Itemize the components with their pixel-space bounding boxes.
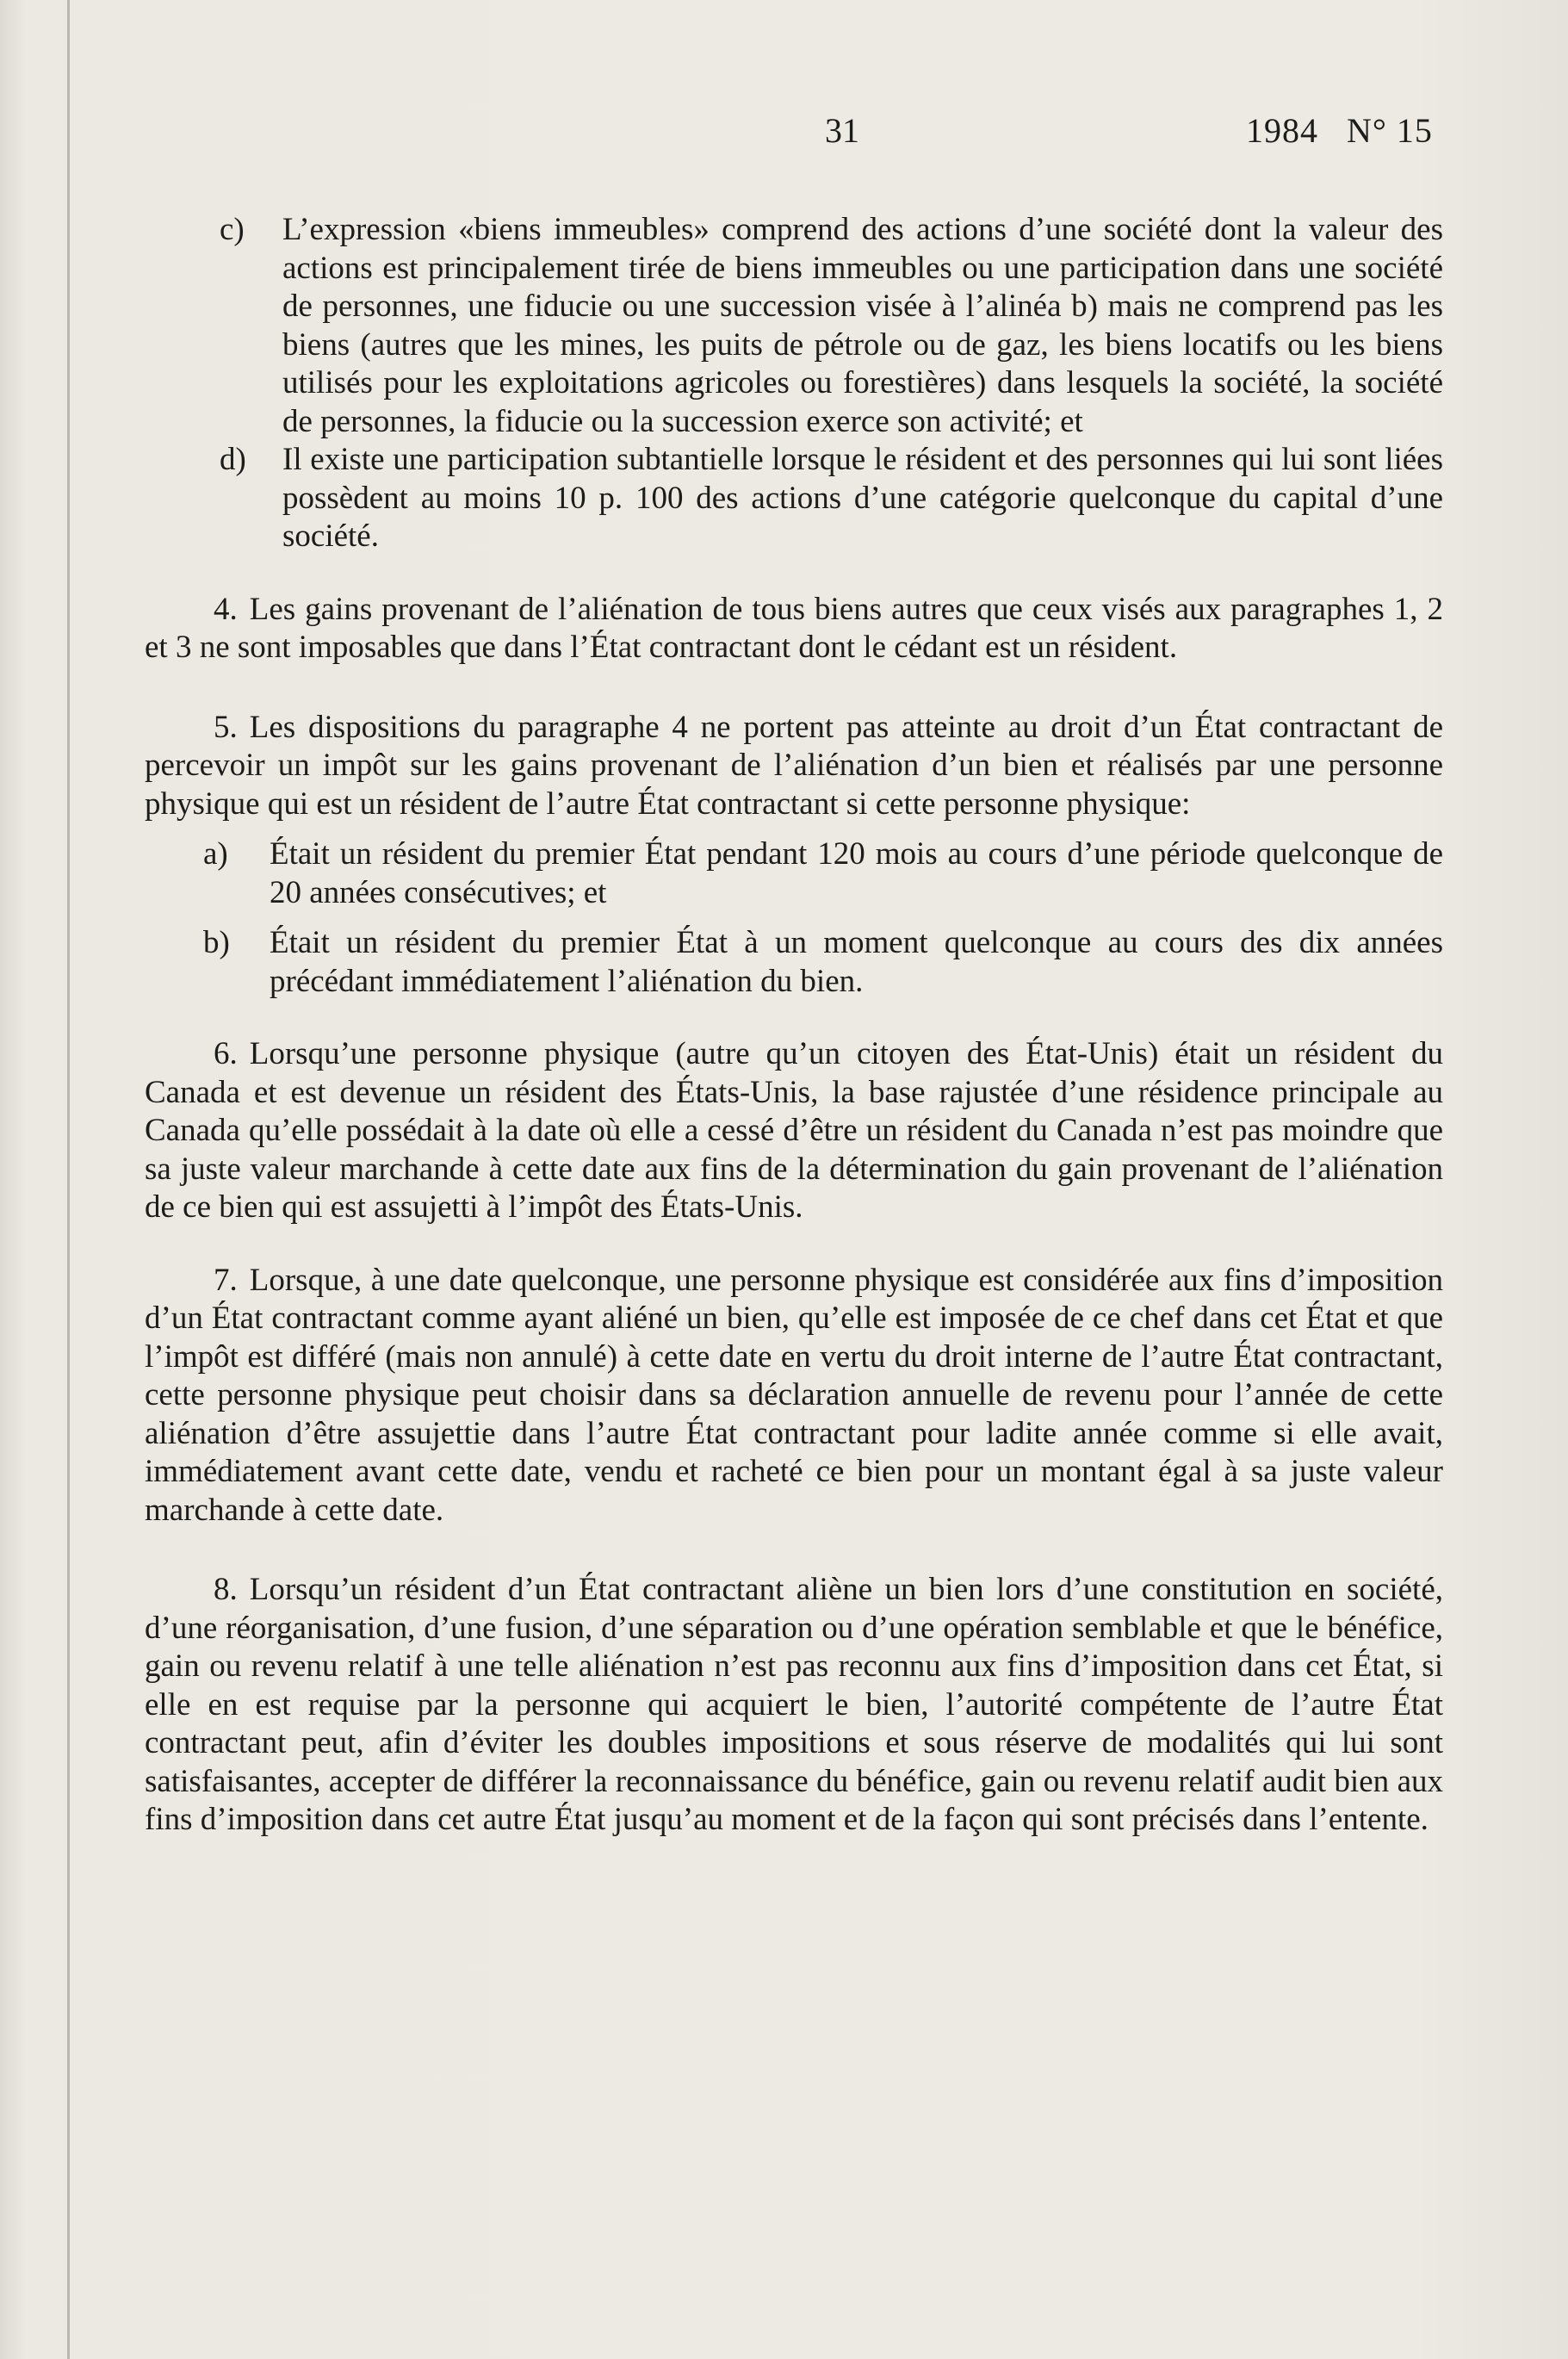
paragraph-text: Lorsque, à une date quelconque, une personne physique est considérée aux fins d’imposition d’un État contractant comme ayant aliéné un bien, qu’elle est imposée de ce chef dans cet État et que l’impôt est différé (mais non annulé) à cette date en vertu du droit interne de l’autre État contractant, cette personne physique peut choisir dans sa déclaration annuelle de revenu pour l’année de cette aliénation d’être assujettie dans l’autre État contractant pour ladite année comme si elle avait, immédiatement avant cette date, vendu et racheté ce bien pour un montant égal à sa juste valeur marchande à cette date. xyxy=(145,1262,1443,1528)
paragraph-number: 8. xyxy=(214,1572,238,1607)
item-marker: c) xyxy=(220,212,245,247)
year-and-number: 1984 N° 15 xyxy=(1246,111,1433,150)
paragraph-4 xyxy=(145,591,1443,667)
item-marker: b) xyxy=(203,925,230,960)
paragraph-text: Lorsqu’un résident d’un État contractant aliène un bien lors d’une constitution en société, d’une réorganisation, d’une fusion, d’une séparation ou d’une opération semblable et que le bénéfice, gain ou revenu relatif à une telle aliénation n’est pas reconnu aux fins d’imposition dans cet État, si elle en est requise par la personne qui acquiert le bien, l’autorité compétente de l’autre État contractant peut, afin d’éviter les doubles impositions et sous réserve de modalités qui lui sont satisfaisantes, accepter de différer la reconnaissance du bénéfice, gain ou revenu relatif audit bien aux fins d’imposition dans cet autre État jusqu’au moment et de la façon qui sont précisés dans l’entente. xyxy=(145,1572,1443,1837)
paragraph-number: 5. xyxy=(214,709,238,745)
item-text: Il existe une participation subtantielle lorsque le résident et des personnes qui lui sont liées possèdent au moins 10 p. 100 des actions d’une catégorie quelconque du capital d’une société. xyxy=(282,442,1443,554)
list-item-a xyxy=(145,835,1443,912)
page-gutter-line xyxy=(67,0,70,2359)
paragraph-number: 7. xyxy=(214,1262,238,1298)
paragraph-number: 6. xyxy=(214,1036,238,1071)
item-marker: a) xyxy=(203,836,228,872)
document-body xyxy=(145,211,1443,1840)
item-marker: d) xyxy=(220,442,246,477)
list-item-b xyxy=(145,924,1443,1001)
paragraph-6 xyxy=(145,1035,1443,1227)
list-item-d xyxy=(145,441,1443,556)
item-text: Était un résident du premier État pendant 120 mois au cours d’une période quelconque de 20 années consécutives; et xyxy=(270,836,1443,910)
paragraph-text: Les gains provenant de l’aliénation de tous biens autres que ceux visés aux paragraphes 1, 2 et 3 ne sont imposables que dans l’État contractant dont le cédant est un résident. xyxy=(145,591,1443,665)
item-text: L’expression «biens immeubles» comprend des actions d’une société dont la valeur des actions est principalement tirée de biens immeubles ou une participation dans une société de personnes, une fiducie ou une succession visée à l’alinéa b) mais ne comprend pas les biens (autres que les mines, les puits de pétrole ou de gaz, les biens locatifs ou les biens utilisés pour les exploitations agricoles ou forestières) dans lesquels la société, la société de personnes, la fiducie ou la succession exerce son activité; et xyxy=(282,212,1443,439)
page-header xyxy=(0,110,1568,162)
item-text: Était un résident du premier État à un moment quelconque au cours des dix années précédant immédiatement l’aliénation du bien. xyxy=(270,925,1443,999)
paragraph-text: Les dispositions du paragraphe 4 ne portent pas atteinte au droit d’un État contractant de percevoir un impôt sur les gains provenant de l’aliénation d’un bien et réalisés par une personne physique qui est un résident de l’autre État contractant si cette personne physique: xyxy=(145,709,1443,822)
paragraph-number: 4. xyxy=(214,591,238,627)
paragraph-text: Lorsqu’une personne physique (autre qu’un citoyen des État-Unis) était un résident du Canada et est devenue un résident des États-Unis, la base rajustée d’une résidence principale au Canada qu’elle possédait à la date où elle a cessé d’être un résident du Canada n’est pas moindre que sa juste valeur marchande à cette date aux fins de la détermination du gain provenant de l’aliénation de ce bien qui est assujetti à l’impôt des États-Unis. xyxy=(145,1036,1443,1225)
list-item-c xyxy=(145,211,1443,441)
page-number: 31 xyxy=(825,111,859,150)
paragraph-5 xyxy=(145,709,1443,824)
paragraph-8 xyxy=(145,1571,1443,1840)
paragraph-7 xyxy=(145,1262,1443,1530)
